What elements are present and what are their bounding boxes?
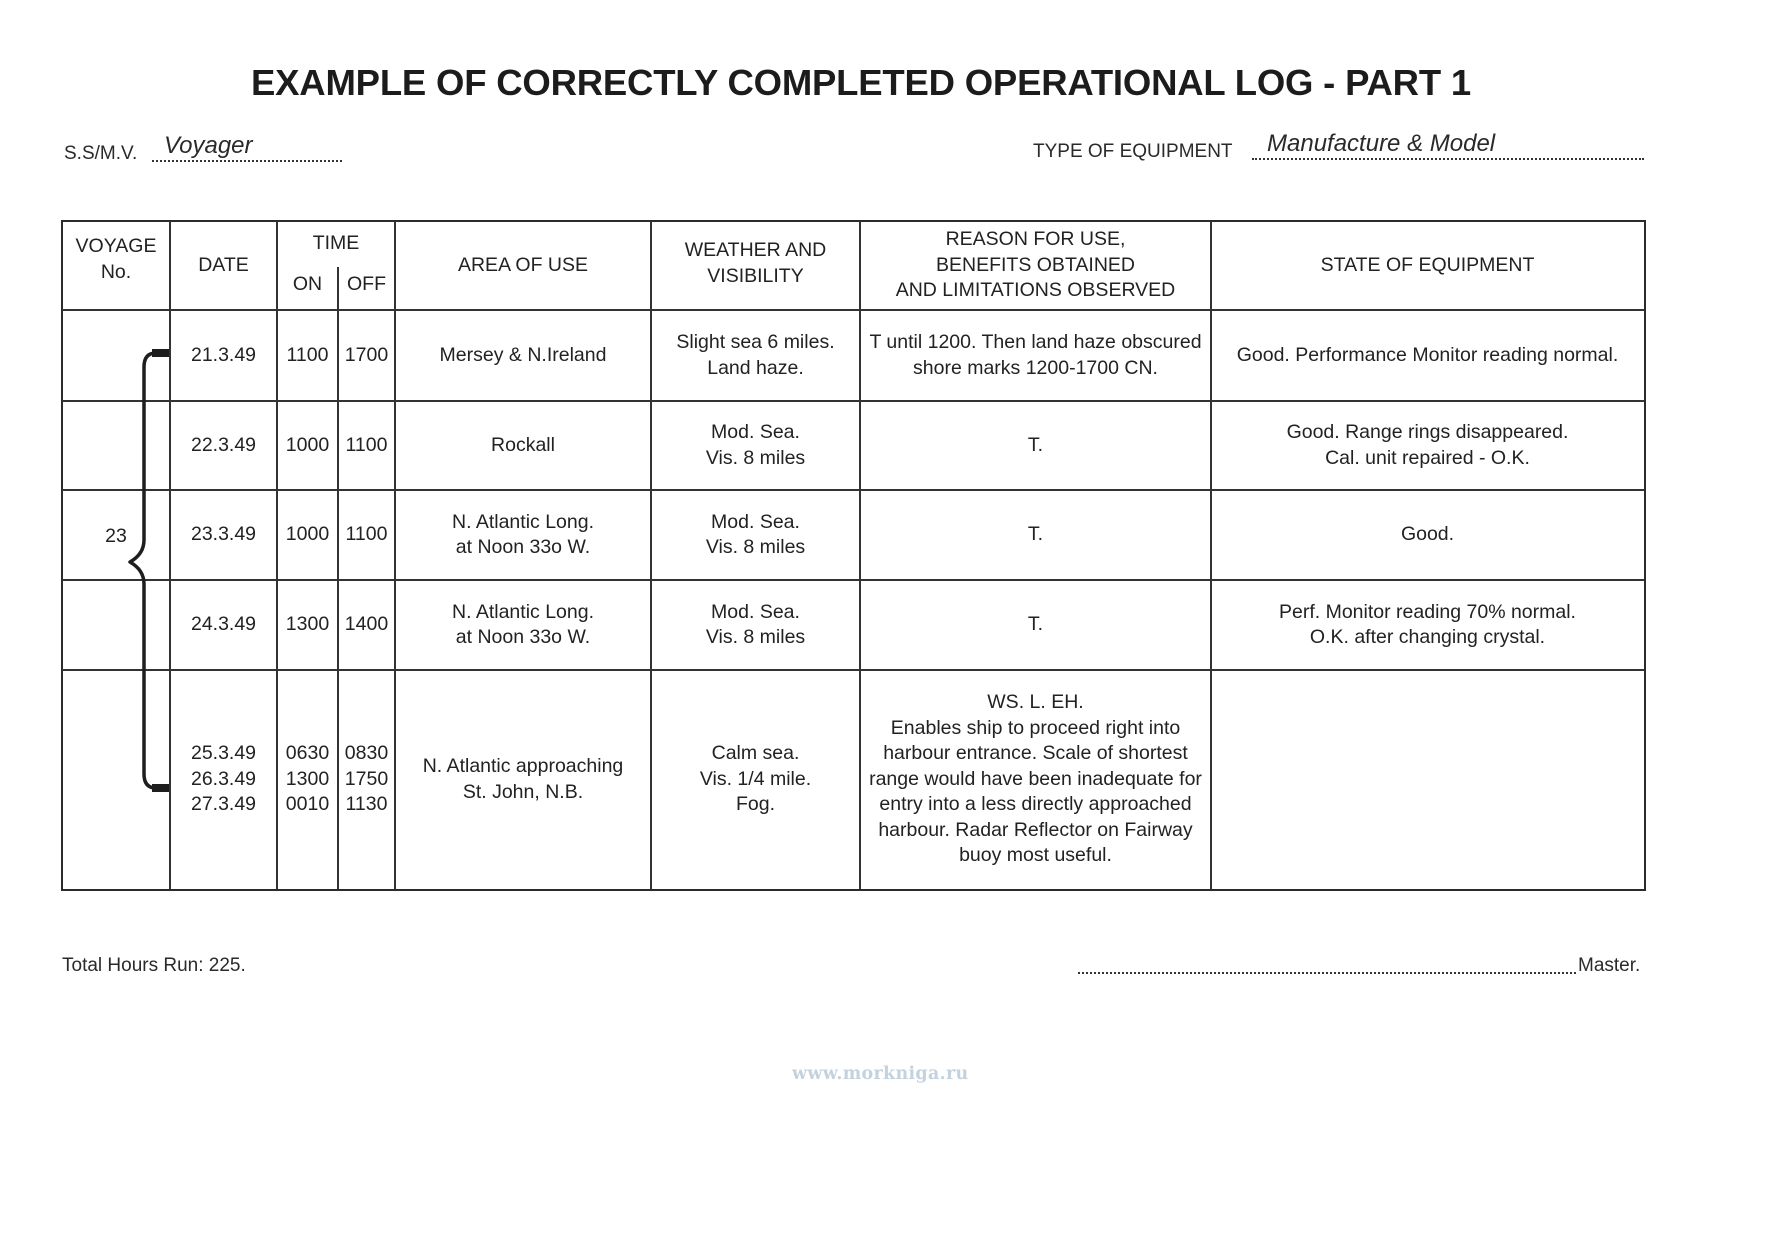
header-time-text: TIME [312,232,360,255]
table-row-1-weather [651,310,860,401]
table-row-2-state [1211,401,1644,490]
header-time-off-text: OFF [347,272,386,295]
table-row-2-off [338,401,395,490]
table-row-5-weather-text: Calm sea. Vis. 1/4 mile. Fog. [699,742,812,816]
table-row-1-area-text: Mersey & N.Ireland [439,343,607,366]
vessel-name: Voyager [164,132,253,159]
table-row-3-state-text: Good. [1400,523,1455,546]
voyage-brace-icon [118,345,178,805]
header-weather-visibility-text: WEATHER AND VISIBILITY [684,239,827,287]
header-reason-benefits-limitations-text: REASON FOR USE, BENEFITS OBTAINED AND LIMITATIONS OBSERVED [895,228,1176,302]
table-row-5-on-text: 0630 1300 0010 [285,742,330,816]
table-row-2-off-text: 1100 [345,433,388,456]
table-row-3-reason [860,490,1211,580]
table-row-4-weather-text: Mod. Sea. Vis. 8 miles [705,600,806,648]
table-row-4-date [170,580,277,670]
table-row-2-weather-text: Mod. Sea. Vis. 8 miles [705,421,806,469]
table-row-5-on [277,670,338,889]
table-row-2-reason [860,401,1211,490]
table-row-2-on [277,401,338,490]
table-row-1-off-text: 1700 [344,343,389,366]
master-label: Master. [1578,955,1641,976]
table-row-1-on-text: 1100 [286,343,329,366]
table-row-5-reason-text: WS. L. EH. Enables ship to proceed right into harbour entrance. Scale of shortest range would have been inadequate for entry into a less directly approached harbour. Radar Reflector on Fairway buoy most useful. [869,691,1202,867]
table-row-2-area-text: Rockall [491,433,555,456]
table-row-2-state-text: Good. Range rings disappeared. Cal. unit repaired - O.K. [1286,421,1569,469]
table-row-5-off-text: 0830 1750 1130 [344,742,389,816]
table-row-3-area [395,490,651,580]
header-reason-benefits-limitations [860,221,1211,310]
table-row-4-area [395,580,651,670]
voyage-number-text: 23 [105,525,127,548]
brace-end-cap [152,784,169,792]
table-row-4-on [277,580,338,670]
table-row-3-weather-text: Mod. Sea. Vis. 8 miles [705,510,806,558]
vessel-label: S.S/M.V. [64,143,138,164]
table-row-1-state [1211,310,1644,401]
page-title: EXAMPLE OF CORRECTLY COMPLETED OPERATIONAL LOG - PART 1 [251,62,1471,103]
table-row-4-off-text: 1400 [344,613,389,636]
table-row-2-weather [651,401,860,490]
table-row-5-area-text: N. Atlantic approaching St. John, N.B. [422,755,624,803]
header-time-off [338,267,395,302]
table-row-1-reason [860,310,1211,401]
table-row-4-off [338,580,395,670]
header-area-of-use [395,221,651,310]
header-time-on-text: ON [292,272,323,295]
header-voyage-no-text: VOYAGE No. [75,235,157,283]
table-row-2-date [170,401,277,490]
table-row-5-date [170,670,277,889]
table-row-5-off [338,670,395,889]
table-row-4-reason-text: T. [1027,613,1044,636]
table-row-4-state [1211,580,1644,670]
table-row-3-state [1211,490,1644,580]
brace-path [130,353,169,788]
header-date-text: DATE [198,253,249,276]
equipment-dotted-line [1252,158,1644,160]
table-row-1-on [277,310,338,401]
table-row-1-area [395,310,651,401]
table-row-3-area-text: N. Atlantic Long. at Noon 33o W. [451,510,594,558]
table-row-1-off [338,310,395,401]
header-weather-visibility [651,221,860,306]
table-row-4-reason [860,580,1211,670]
table-row-3-reason-text: T. [1027,523,1044,546]
table-row-3-off [338,490,395,580]
master-signature-line [1078,972,1576,974]
total-hours-run: Total Hours Run: 225. [62,955,246,976]
table-row-4-weather [651,580,860,670]
table-row-1-date-text: 21.3.49 [190,343,257,366]
table-row-4-date-text: 24.3.49 [190,613,257,636]
table-row-3-off-text: 1100 [345,523,388,546]
table-row-5-state [1211,670,1644,889]
equipment-value: Manufacture & Model [1267,130,1496,157]
table-row-5-area [395,670,651,889]
table-row-2-on-text: 1000 [285,433,330,456]
table-row-2-reason-text: T. [1027,433,1044,456]
header-state-of-equipment [1211,221,1644,310]
header-date [170,221,277,310]
equipment-label: TYPE OF EQUIPMENT [1033,141,1233,162]
table-row-1-weather-text: Slight sea 6 miles. Land haze. [676,331,835,379]
header-state-of-equipment-text: STATE OF EQUIPMENT [1320,253,1535,276]
header-time [277,221,395,267]
table-row-3-weather [651,490,860,580]
vessel-dotted-line [152,160,342,162]
table-row-2-date-text: 22.3.49 [190,433,257,456]
table-row-4-on-text: 1300 [285,613,330,636]
table-row-3-date [170,490,277,580]
table-row-4-area-text: N. Atlantic Long. at Noon 33o W. [451,600,594,648]
table-row-3-on-text: 1000 [285,523,330,546]
table-row-1-state-text: Good. Performance Monitor reading normal. [1236,343,1619,366]
table-row-4-state-text: Perf. Monitor reading 70% normal. O.K. after changing crystal. [1279,600,1576,648]
table-row-3-on [277,490,338,580]
header-area-of-use-text: AREA OF USE [457,253,589,276]
operational-log-table [62,221,1644,889]
table-row-5-weather [651,670,860,889]
table-row-2-area [395,401,651,490]
header-voyage-no [62,221,170,298]
watermark: www.morkniga.ru [792,1064,969,1084]
header-time-on [277,267,338,302]
table-row-5-reason [860,670,1211,889]
table-row-1-reason-text: T until 1200. Then land haze obscured shore marks 1200-1700 CN. [869,331,1202,379]
table-row-1-date [170,310,277,401]
brace-end-cap [152,349,169,357]
table-row-5-date-text: 25.3.49 26.3.49 27.3.49 [190,742,257,816]
table-row-3-date-text: 23.3.49 [190,523,257,546]
